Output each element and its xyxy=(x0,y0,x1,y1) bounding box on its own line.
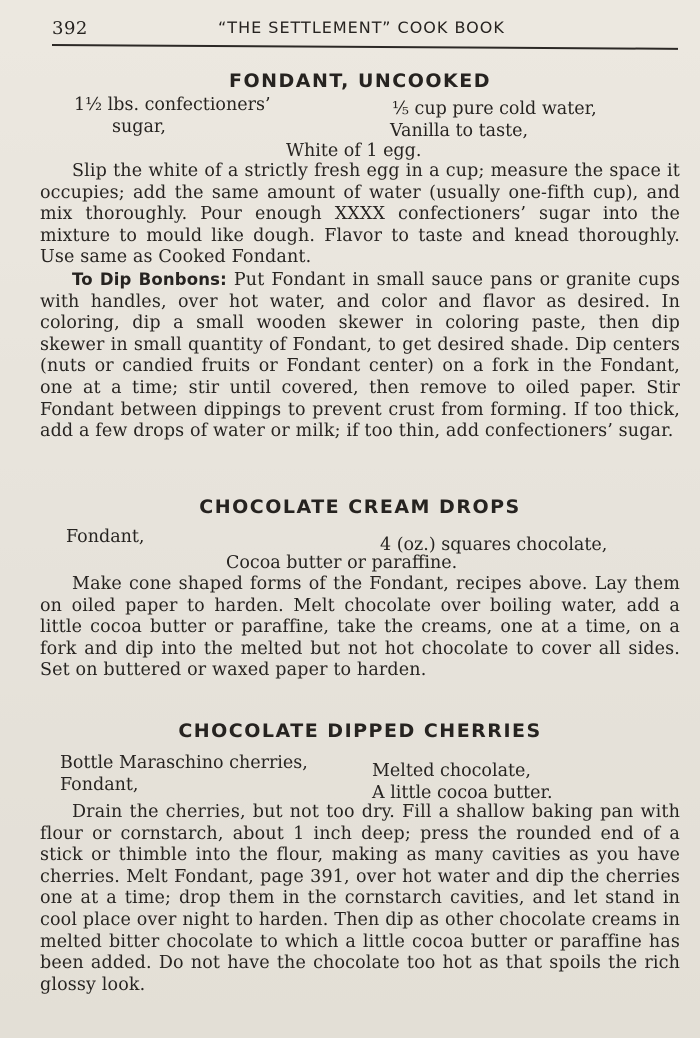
page-header xyxy=(52,16,678,44)
instruction-paragraph xyxy=(40,269,680,443)
recipe-title: FONDANT, UNCOOKED xyxy=(228,70,492,92)
ingredient: A little cocoa butter. xyxy=(372,783,553,803)
ingredient: Cocoa butter or paraffine. xyxy=(226,553,458,573)
header-rule xyxy=(52,44,678,50)
subsection-text: Put Fondant in small sauce pans or granite cups with handles, over hot water, and color and flavor as desired. In coloring, dip a small wooden skewer in coloring paste, then dip skewer in small quantity of Fondant, to get desired shade. Dip centers (nuts or candied fruits or Fondant center) on a fork in the Fondant, one at a time; stir until covered, then remove to oiled paper. Stir Fondant between dippings to prevent crust from forming. If too thick, add a few drops of water or milk; if too thin, add confectioners’ sugar. xyxy=(40,269,680,442)
ingredient-list xyxy=(40,522,680,572)
ingredient: sugar, xyxy=(112,117,166,137)
instruction-paragraph: Slip the white of a strictly fresh egg in a cup; measure the space it occupies; add the same amount of water (usually one-fifth cup), and mix thoroughly. Pour enough XXXX confectioners’ sugar into the mixture to mould like dough. Flavor to taste and knead thoroughly. Use same as Cooked Fondant. xyxy=(40,161,680,268)
instruction-paragraph: Drain the cherries, but not too dry. Fill a shallow baking pan with flour or cornstarch, about 1 inch deep; press the rounded end of a stick or thimble into the flour, making as many cavities as you have cherries. Melt Fondant, page 391, over hot water and dip the cherries one at a time; drop them in the cornstarch cavities, and let stand in cool place over night to harden. Then dip as other chocolate creams in melted bitter chocolate to which a little cocoa butter or paraffine has been added. Do not have the chocolate too hot as that spoils the rich glossy look. xyxy=(40,802,680,995)
ingredient: 1½ lbs. confectioners’ xyxy=(74,95,271,115)
ingredient: Vanilla to taste, xyxy=(390,121,529,141)
running-title: “THE SETTLEMENT” COOK BOOK xyxy=(218,18,505,37)
recipe-chocolate-dipped-cherries xyxy=(40,720,680,996)
recipe-title: CHOCOLATE DIPPED CHERRIES xyxy=(178,720,542,742)
subsection-lead: To Dip Bonbons: xyxy=(72,269,227,289)
ingredient: 4 (oz.) squares chocolate, xyxy=(380,535,608,555)
ingredient-list xyxy=(40,94,680,160)
ingredient: Fondant, xyxy=(66,527,145,547)
ingredient-list xyxy=(40,748,680,802)
ingredient: White of 1 egg. xyxy=(286,141,422,161)
instruction-paragraph: Make cone shaped forms of the Fondant, recipes above. Lay them on oiled paper to harden. Melt chocolate over boiling water, add a little cocoa butter or paraffine, take the creams, one at a time, on a fork and dip into the melted but not hot chocolate to cover all sides. Set on buttered or waxed paper to harden. xyxy=(40,574,680,681)
page-number: 392 xyxy=(52,18,88,39)
ingredient: Bottle Maraschino cherries, xyxy=(60,753,308,773)
ingredient: Melted chocolate, xyxy=(372,761,531,781)
recipe-title: CHOCOLATE CREAM DROPS xyxy=(199,496,521,518)
ingredient: Fondant, xyxy=(60,775,139,795)
recipe-chocolate-cream-drops xyxy=(40,496,680,682)
recipe-fondant-uncooked xyxy=(40,70,680,443)
ingredient: ⅕ cup pure cold water, xyxy=(392,99,597,119)
